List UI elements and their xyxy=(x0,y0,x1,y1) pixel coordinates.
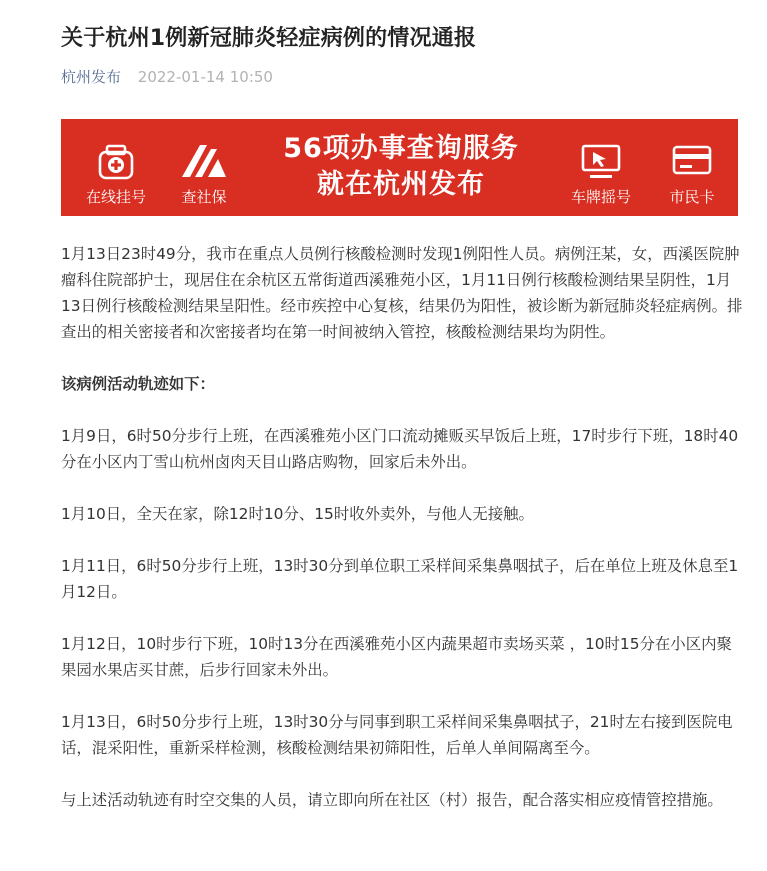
banner-item-label: 市民卡 xyxy=(669,188,715,206)
banner-slogan-line1: 56项办事查询服务 xyxy=(283,133,519,164)
account-name-link[interactable]: 杭州发布 xyxy=(61,68,122,86)
social-security-logo-icon xyxy=(149,143,259,183)
paragraph-jan9: 1月9日，6时50分步行上班，在西溪雅苑小区门口流动摊贩买早饭后上班，17时步行下班，18时40分在小区内丁雪山杭州卤肉天目山路店购物，回家后未外出。 xyxy=(61,427,739,471)
banner-slogan xyxy=(246,119,556,216)
paragraph-jan13: 1月13日，6时50分步行上班，13时30分与同事到职工采样间采集鼻咽拭子，21时左右接到医院电话，混采阳性，重新采样检测，核酸检测结果初筛阳性，后单人单间隔离至今。 xyxy=(61,713,733,757)
banner-item-citizen-card[interactable] xyxy=(637,119,738,216)
paragraph-jan10: 1月10日，全天在家，除12时10分、15时收外卖外，与他人无接触。 xyxy=(61,505,534,523)
banner-item-social-security[interactable] xyxy=(149,119,259,216)
paragraph-heading-trajectory: 该病例活动轨迹如下： xyxy=(61,375,215,393)
banner-item-label: 在线挂号 xyxy=(85,188,146,206)
service-banner[interactable] xyxy=(61,119,738,216)
citizen-card-icon xyxy=(637,143,738,183)
banner-item-label: 查社保 xyxy=(181,188,227,206)
article-meta xyxy=(61,66,273,88)
article-title: 关于杭州1例新冠肺炎轻症病例的情况通报 xyxy=(61,26,477,51)
article-body xyxy=(61,241,746,839)
paragraph-notice: 与上述活动轨迹有时空交集的人员，请立即向所在社区（村）报告，配合落实相应疫情管控措施。 xyxy=(61,791,723,809)
paragraph-jan11: 1月11日，6时50分步行上班，13时30分到单位职工采样间采集鼻咽拭子，后在单位上班及休息至1月12日。 xyxy=(61,557,739,601)
banner-item-label: 车牌摇号 xyxy=(570,188,631,206)
publish-date: 2022-01-14 10:50 xyxy=(137,68,273,86)
paragraph-jan12: 1月12日，10时步行下班，10时13分在西溪雅苑小区内蔬果超市卖场买菜 ，10时15分在小区内聚果园水果店买甘蔗，后步行回家未外出。 xyxy=(61,635,732,679)
banner-slogan-line2: 就在杭州发布 xyxy=(317,169,485,200)
paragraph-intro: 1月13日23时49分，我市在重点人员例行核酸检测时发现1例阳性人员。病例汪某，女，西溪医院肿瘤科住院部护士，现居住在余杭区五常街道西溪雅苑小区，1月11日例行核酸检测结果呈阴性，1月13日例行核酸检测结果呈阳性。经市疾控中心复核，结果仍为阳性，被诊断为新冠肺炎轻症病例。排查出的相关密接者和次密接者均在第一时间被纳入管控，核酸检测结果均为阴性。 xyxy=(61,245,743,341)
